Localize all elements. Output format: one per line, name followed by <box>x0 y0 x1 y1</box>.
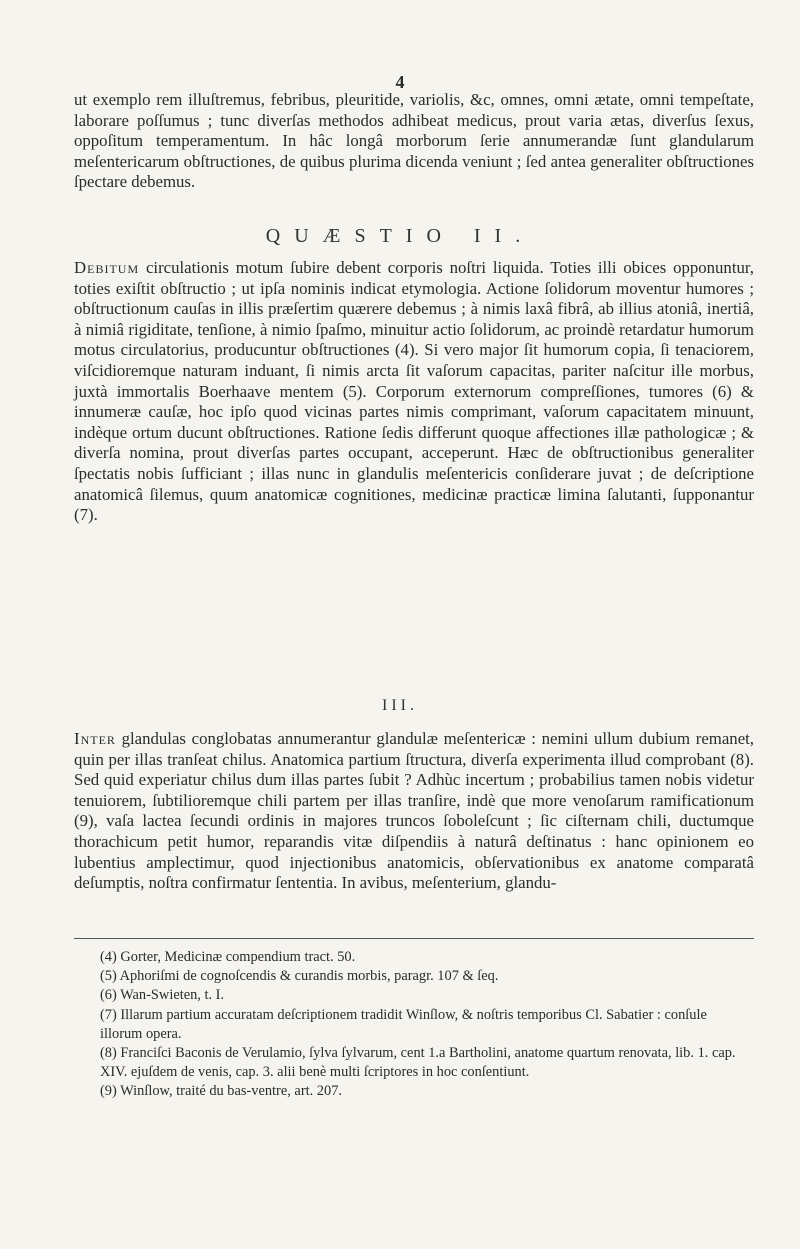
footnote: (5) Aphoriſmi de cognoſcendis & curandis morbis, paragr. 107 & ſeq. <box>100 968 499 985</box>
paragraph-mesenteric <box>74 729 754 894</box>
footnotes <box>100 948 740 1102</box>
paragraph-body: glandulas conglobatas annumerantur glandulæ meſentericæ : nemini ullum dubium remanet, quin per illas tranſeat chilus. Anatomica partium ſtructura, diverſa experimenta illud comprobant (8). Sed quid experiatur chilus dum illas partes ſubit ? Adhùc incertum ; probabilius tamen nobis videtur tenuiorem, ſubtilioremque chili partem per illas tranſire, indè que more venoſarum ramificationum (9), vaſa lactea ſecundi ordinis in majores truncos ſoboleſcunt ; ſic ciſternam chili, ductumque thorachicum petit humor, reparandis vitæ diſpendiis à naturâ deſtinatus : hanc opinionem eo lubentius amplectimur, quod injectionibus anatomicis, obſervationibus ex anatome comparatâ deſumptis, noſtra confirmatur ſententia. In avibus, meſenterium, glandu- <box>74 729 755 893</box>
paragraph-body: circulationis motum ſubire debent corporis noſtri liquida. Toties illi obices opponuntur, toties exiſtit obſtructio ; ut ipſa nominis indicat etymologia. Actione ſolidorum moventur humores ; obſtructionum cauſas in illis præſertim quærere debemus ; à nimis laxâ fibrâ, ab illius atoniâ, inertiâ, à nimiâ rigiditate, tenſione, à nimio ſpaſmo, minuitur actio ſolidorum, ac proindè retardatur humorum motus circulatorius, producuntur obſtructiones (4). Si vero major ſit humorum copia, ſi tenaciorem, viſcidioremque naturam induant, ſi nimis arcta ſit vaſorum capacitas, pariter naſcitur ille morbus, juxtà immortalis Boerhaave mentem (5). Corporum externorum compreſſiones, tumores (6) & innumeræ cauſæ, hoc ipſo quod vicinas partes nimis comprimant, vaſorum capacitatem minuunt, indèque ortum ducunt obſtructiones. Ratione ſedis differunt quoque affectiones illæ pathologicæ ; & diverſa nomina, prout diverſas partes occupant, acceperunt. Hæc de obſtructionibus generaliter ſpectatis nobis ſufficiant ; illas nunc in glandulis meſentericis conſiderare juvat ; de deſcriptione anatomicâ ſilemus, quum anatomicæ cognitiones, medicinæ practicæ limina ſalutanti, ſupponantur (7). <box>74 258 754 525</box>
footnote: (9) Winſlow, traité du bas-ventre, art. 207. <box>100 1083 342 1100</box>
section-heading-iii: III. <box>382 697 418 714</box>
section-heading-ii: QUÆSTIO II. <box>265 225 535 247</box>
page-number: 4 <box>395 72 405 92</box>
paragraph-lead-word: Inter <box>74 729 116 748</box>
footnote-divider <box>74 938 754 939</box>
paragraph-intro <box>74 90 754 193</box>
paragraph-lead-word: Debitum <box>74 258 140 277</box>
footnote: (4) Gorter, Medicinæ compendium tract. 50. <box>100 949 356 965</box>
footnote: (7) Illarum partium accuratam deſcriptionem tradidit Winſlow, & noſtris temporibus Cl. Sabatier : conſule illorum opera. <box>100 1006 707 1042</box>
paragraph-obstructions-text <box>74 258 754 526</box>
footnote: (8) Franciſci Baconis de Verulamio, ſylva ſylvarum, cent 1.a Bartholini, anatome quartum renovata, lib. 1. cap. XIV. ejuſdem de venis, cap. 3. alii benè multi ſcriptores in hoc conſentiunt. <box>100 1045 736 1081</box>
paragraph-mesenteric-text <box>74 729 754 894</box>
paragraph-intro-text: ut exemplo rem illuſtremus, febribus, pleuritide, variolis, &c, omnes, omni ætate, omni tempeſtate, laborare poſſumus ; tunc diverſas methodos adhibeat medicus, prout varia ætas, diverſus ſexus, oppoſitum temperamentum. In hâc longâ morborum ſerie annumerandæ ſunt glandularum meſentericarum obſtructiones, de quibus plurima dicenda veniunt ; ſed antea generaliter obſtructiones ſpectare debemus. <box>74 90 754 192</box>
paragraph-obstructions <box>74 258 754 526</box>
footnote: (6) Wan-Swieten, t. I. <box>100 987 225 1004</box>
